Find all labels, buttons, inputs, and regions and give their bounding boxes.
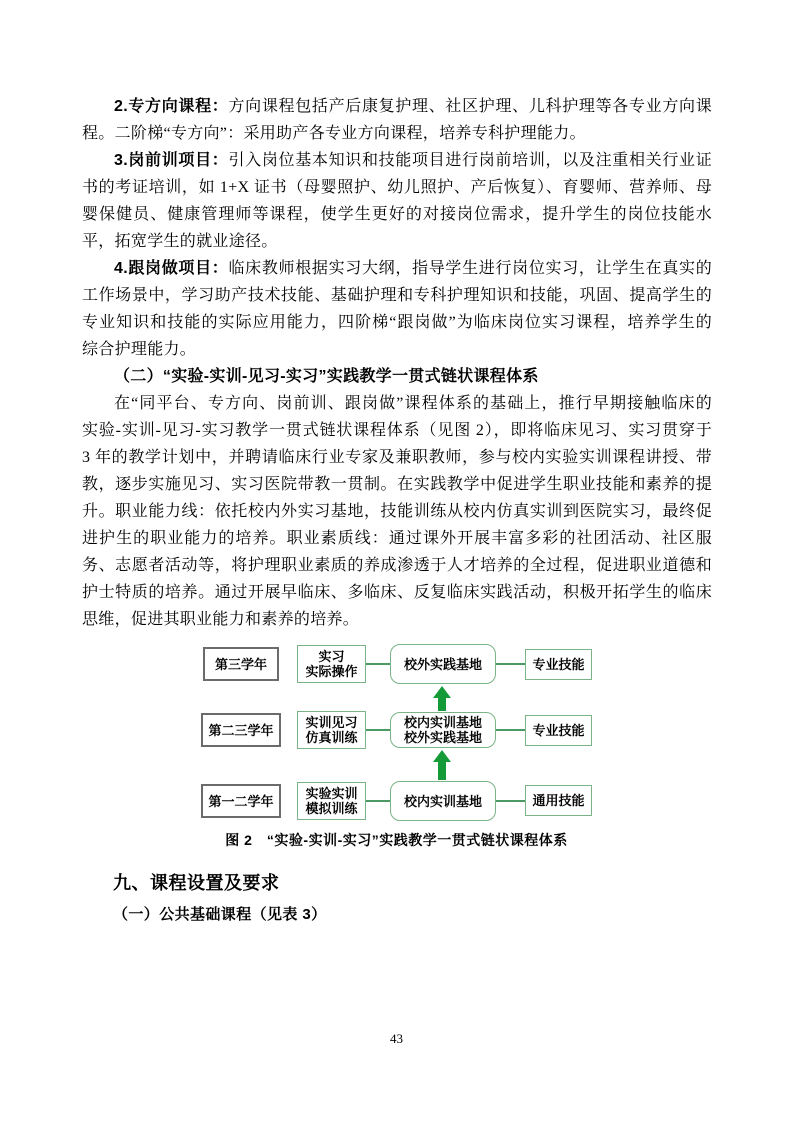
figure-year-box-row1 — [203, 647, 279, 681]
body-line — [82, 394, 712, 413]
body-line-text: 教，逐步实施见习、实习医院带教一贯制。在实践教学中促进学生职业技能和素养的提 — [82, 476, 712, 493]
body-line — [82, 529, 712, 548]
body-line — [82, 448, 712, 467]
connector-line — [496, 800, 525, 802]
figure-skill-label: 专业技能 — [532, 657, 585, 672]
body-line-text: 工作场景中，学习助产技术技能、基础护理和专科护理知识和技能，巩固、提高学生的 — [82, 287, 712, 304]
connector-line — [496, 729, 525, 731]
body-line — [82, 178, 712, 197]
body-line — [82, 259, 712, 278]
body-line-text: 书的考证培训，如 1+X 证书（母婴照护、幼儿照护、产后恢复）、育婴师、营养师、母 — [82, 179, 712, 196]
body-line — [82, 286, 712, 305]
body-line — [82, 205, 712, 224]
figure-base-line: 校外实践基地 — [403, 730, 482, 745]
body-line — [82, 475, 712, 494]
figure-base-line: 校外实践基地 — [403, 656, 482, 672]
figure-year-label: 第二三学年 — [208, 722, 274, 738]
figure-skill-box-row1 — [525, 649, 592, 680]
body-line — [82, 97, 712, 116]
body-line-text: 务、志愿者活动等，将护理职业素质的养成渗透于人才培养的全过程，促进职业道德和 — [82, 557, 712, 574]
body-line — [82, 556, 712, 575]
body-line — [82, 610, 712, 629]
up-arrow-shaft — [438, 697, 446, 711]
connector-line — [496, 663, 525, 665]
section-heading — [82, 367, 712, 386]
body-line-text: 思维，促进其职业能力和素养的培养。 — [82, 611, 360, 628]
body-line-text: 临床教师根据实习大纲，指导学生进行岗位实习，让学生在真实的 — [228, 260, 712, 277]
up-arrow-shaft — [438, 761, 446, 780]
body-line — [82, 583, 712, 602]
body-line-text: 在“同平台、专方向、岗前训、跟岗做”课程体系的基础上，推行早期接触临床的 — [114, 395, 712, 412]
body-line-lead: 4.跟岗做项目： — [114, 260, 229, 277]
heading-section-9-sub-1: （一）公共基础课程（见表 3） — [113, 906, 327, 923]
figure-base-line: 校内实训基地 — [403, 715, 482, 730]
body-line — [82, 232, 712, 251]
body-line — [82, 313, 712, 332]
figure-method-line: 实验实训 — [305, 786, 358, 801]
body-line — [82, 151, 712, 170]
figure-base-box-row1 — [390, 644, 496, 684]
figure-base-line: 校内实训基地 — [403, 793, 482, 809]
body-line-lead: 2.专方向课程： — [114, 98, 229, 115]
body-line — [82, 340, 712, 359]
figure-year-box-row3 — [201, 784, 281, 818]
figure-year-label: 第三学年 — [214, 656, 267, 672]
body-line-text: 程。二阶梯“专方向”：采用助产各专业方向课程，培养专科护理能力。 — [82, 125, 586, 142]
figure-base-box-row3 — [390, 781, 496, 821]
body-line — [82, 502, 712, 521]
figure-method-line: 实训见习 — [305, 715, 358, 730]
body-line-text: 引入岗位基本知识和技能项目进行岗前培训，以及注重相关行业证 — [228, 152, 712, 169]
figure-method-box-row1 — [297, 645, 366, 683]
body-line-text: 3 年的教学计划中，并聘请临床行业专家及兼职教师，参与校内实验实训课程讲授、带 — [82, 449, 712, 466]
figure-method-line: 实际操作 — [305, 664, 358, 679]
body-line-text: 平，拓宽学生的就业途径。 — [82, 233, 278, 250]
figure-method-line: 仿真训练 — [305, 730, 358, 745]
body-line-lead: 3.岗前训项目： — [114, 152, 229, 169]
figure-year-label: 第一二学年 — [208, 793, 274, 809]
connector-line — [366, 729, 390, 731]
body-line-text: 护士特质的培养。通过开展早临床、多临床、反复临床实践活动，积极开拓学生的临床 — [82, 584, 712, 601]
connector-line — [366, 663, 390, 665]
figure-caption: 图 2 “实验-实训-实习”实践教学一贯式链状课程体系 — [225, 832, 568, 848]
figure-skill-box-row2 — [525, 715, 592, 746]
body-line-text: 方向课程包括产后康复护理、社区护理、儿科护理等各专业方向课 — [228, 98, 712, 115]
figure-year-box-row2 — [201, 713, 281, 747]
body-line-text: 专业知识和技能的实际应用能力，四阶梯“跟岗做”为临床岗位实习课程，培养学生的 — [82, 314, 712, 331]
figure-skill-label: 通用技能 — [532, 793, 585, 808]
heading-section-9: 九、课程设置及要求 — [113, 873, 280, 893]
figure-skill-box-row3 — [525, 785, 592, 816]
figure-method-box-row2 — [297, 711, 366, 749]
body-line-text: 实验-实训-见习-实习教学一贯式链状课程体系（见图 2），即将临床见习、实习贯穿于 — [82, 422, 712, 439]
body-line-text: 综合护理能力。 — [82, 341, 197, 358]
body-line — [82, 124, 712, 143]
figure-skill-label: 专业技能 — [532, 723, 585, 738]
body-line-text: 升。职业能力线：依托校内外实习基地，技能训练从校内仿真实训到医院实习，最终促 — [82, 503, 712, 520]
section-heading-text: （二）“实验-实训-见习-实习”实践教学一贯式链状课程体系 — [114, 368, 539, 385]
figure-method-line: 实习 — [318, 649, 345, 664]
connector-line — [366, 800, 390, 802]
body-line — [82, 421, 712, 440]
figure-method-line: 模拟训练 — [305, 801, 358, 816]
figure-base-box-row2 — [390, 712, 496, 748]
page-number: 43 — [390, 1031, 403, 1046]
body-line-text: 进护生的职业能力的培养。职业素质线：通过课外开展丰富多彩的社团活动、社区服 — [82, 530, 712, 547]
figure-method-box-row3 — [297, 782, 366, 820]
body-line-text: 婴保健员、健康管理师等课程，使学生更好的对接岗位需求，提升学生的岗位技能水 — [82, 206, 712, 223]
